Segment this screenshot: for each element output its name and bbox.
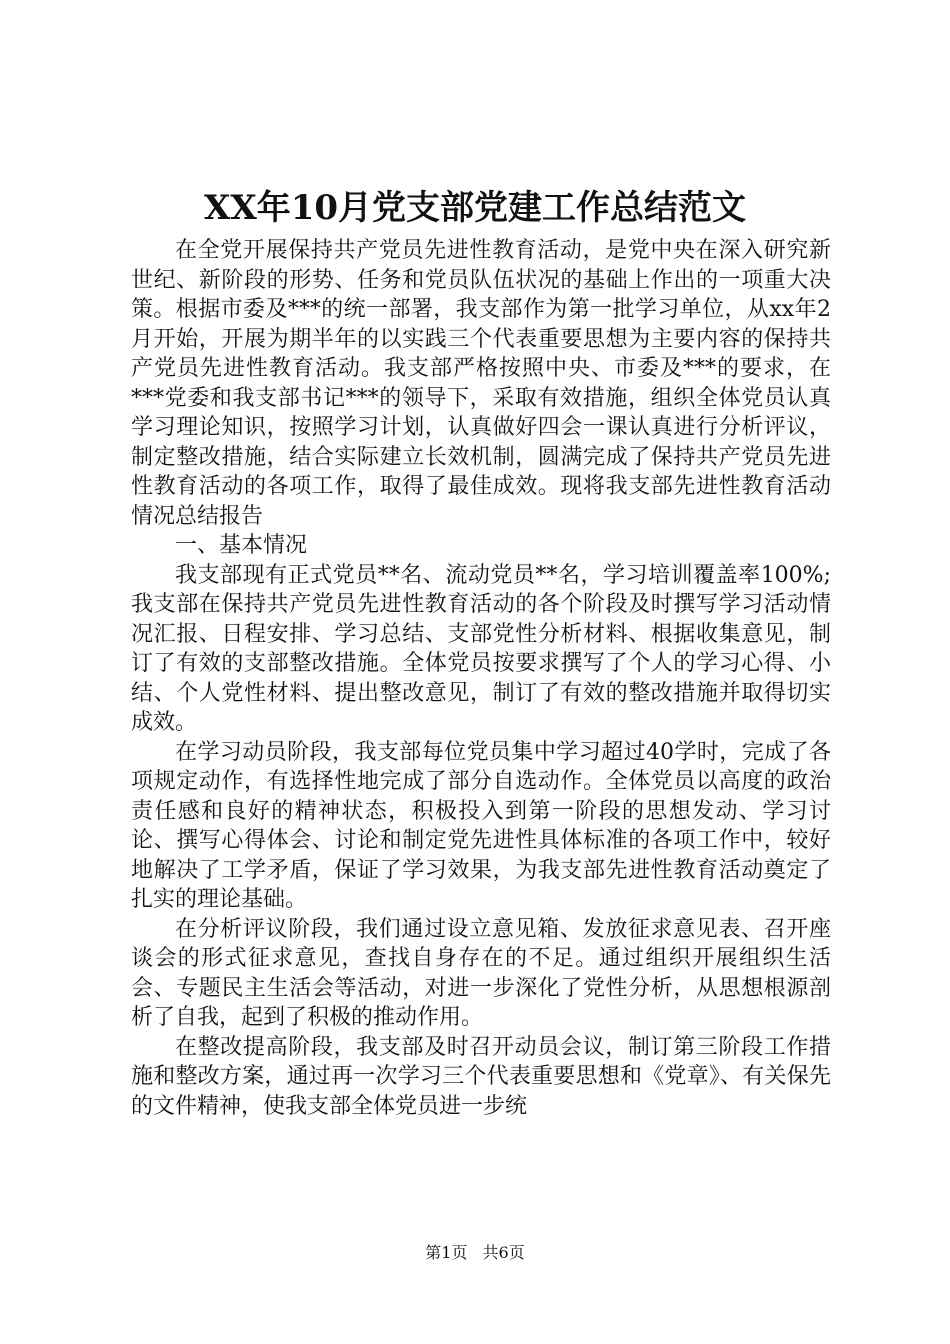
document-body [131, 236, 831, 1121]
paragraph-basic-situation: 我支部现有正式党员**名、流动党员**名，学习培训覆盖率100%;我支部在保持共产党员先进性教育活动的各个阶段及时撰写学习活动情况汇报、日程安排、学习总结、支部党性分析材料、根据收集意见，制订了有效的支部整改措施。全体党员按要求撰写了个人的学习心得、小结、个人党性材料、提出整改意见，制订了有效的整改措施并取得切实成效。 [131, 562, 831, 735]
paragraph-study-phase: 在学习动员阶段，我支部每位党员集中学习超过40学时，完成了各项规定动作，有选择性地完成了部分自选动作。全体党员以高度的政治责任感和良好的精神状态，积极投入到第一阶段的思想发动、学习讨论、撰写心得体会、讨论和制定党先进性具体标准的各项工作中，较好地解决了工学矛盾，保证了学习效果，为我支部先进性教育活动奠定了扎实的理论基础。 [131, 739, 831, 912]
section-heading: 一、基本情况 [175, 533, 308, 558]
paragraph-intro: 在全党开展保持共产党员先进性教育活动，是党中央在深入研究新世纪、新阶段的形势、任务和党员队伍状况的基础上作出的一项重大决策。根据市委及***的统一部署，我支部作为第一批学习单位，从xx年2月开始，开展为期半年的以实践三个代表重要思想为主要内容的保持共产党员先进性教育活动。我支部严格按照中央、市委及***的要求，在***党委和我支部书记***的领导下，采取有效措施，组织全体党员认真学习理论知识，按照学习计划，认真做好四会一课认真进行分析评议，制定整改措施，结合实际建立长效机制，圆满完成了保持共产党员先进性教育活动的各项工作，取得了最佳成效。现将我支部先进性教育活动情况总结报告 [131, 238, 831, 529]
document-title: XX年10月党支部党建工作总结范文 [203, 188, 747, 228]
paragraph-rectification-phase: 在整改提高阶段，我支部及时召开动员会议，制订第三阶段工作措施和整改方案，通过再一次学习三个代表重要思想和《党章》、有关保先的文件精神，使我支部全体党员进一步统 [131, 1034, 831, 1119]
page-footer [0, 1241, 950, 1265]
paragraph-evaluation-phase: 在分析评议阶段，我们通过设立意见箱、发放征求意见表、召开座谈会的形式征求意见，查找自身存在的不足。通过组织开展组织生活会、专题民主生活会等活动，对进一步深化了党性分析，从思想根源剖析了自我，起到了积极的推动作用。 [131, 916, 831, 1030]
page-total: 共6页 [482, 1243, 525, 1262]
page-number: 第1页 [425, 1243, 468, 1262]
